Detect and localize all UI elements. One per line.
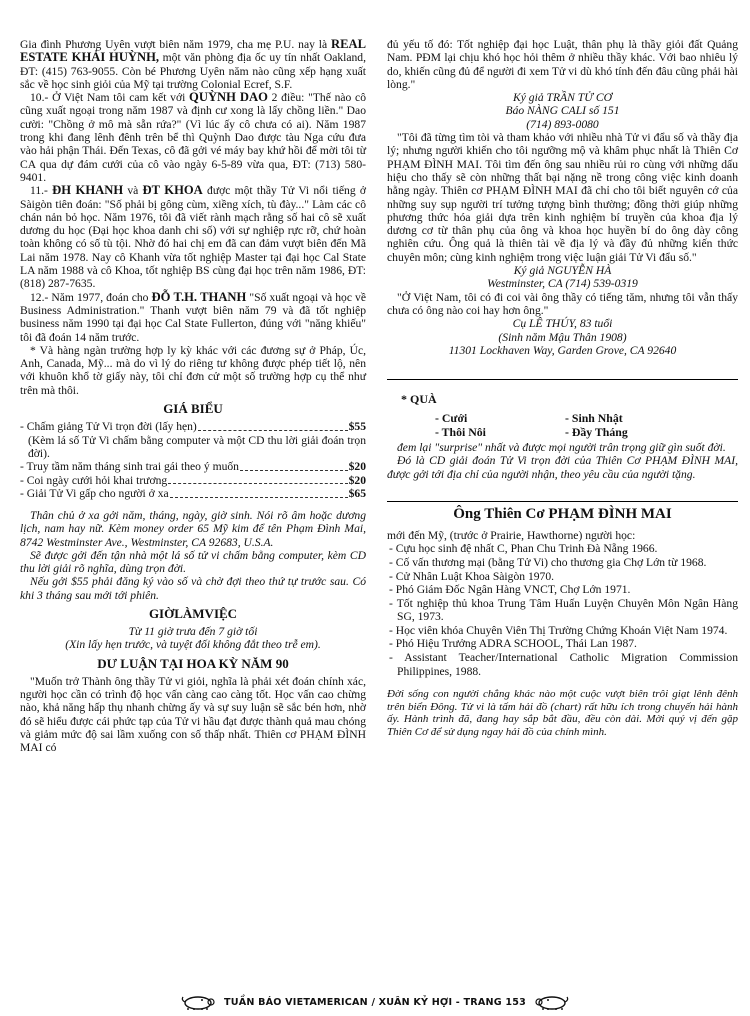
divider: [387, 379, 738, 380]
price-note: (Kèm lá số Tử Vi chấm bằng computer và một CD thu lời giải đoán trọn đời).: [28, 433, 366, 460]
price-leader: [170, 487, 348, 498]
text: và: [123, 184, 143, 198]
pig-icon: [178, 994, 218, 1010]
gift-cd-description: Đó là CD giải đoán Tử Vi trọn đời của Thiên Cơ PHẠM ĐÌNH MAI, được gởi tới địa chỉ của người nhận, theo yêu cầu của người tặng.: [387, 454, 738, 481]
price-row: [20, 460, 366, 474]
opinion-quote: "Muốn trở Thành ông thầy Tử vi giỏi, nghĩa là phải xét đoán chính xác, người học cần có trình độ học vấn càng cao càng tốt. Học vấn cao chừng nào, khả năng hấp thụ nhanh chừng ấy và sự suy luận sẽ sắc bén hơn, nhờ đó sẽ hiểu được cái phức tạp của Tử vi hầu đạt được thành quả mau chóng và giảm mức độ sai lầm xuống con số thấp nhất. Thiên cơ PHẠM ĐÌNH MAI có: [20, 674, 366, 755]
bio-item: - Assistant Teacher/International Catholic Migration Commission Philippines, 1988.: [389, 651, 738, 678]
mail-waiting: Nếu gởi $55 phải đăng ký vào số và chờ đợi theo thứ tự trước sau. Có khi 3 tháng sau mới tới phiên.: [20, 575, 366, 602]
hours-time: Từ 11 giờ trưa đến 7 giờ tối: [128, 625, 258, 639]
person-name: ĐT KHOA: [142, 183, 203, 198]
signature-birth: (Sinh năm Mậu Thân 1908): [498, 330, 627, 344]
text: "Số xuất ngoại và học về Business Administration." Thanh vượt biên năm 79 và đã tốt nghiệp business năm 1990 tại đại học Cal State Fullerton, đúng với "năng khiếu" tôi đã đoán 14 năm trước.: [20, 290, 366, 344]
bio-intro: mới đến Mỹ, (trước ở Prairie, Hawthorne) người học:: [387, 529, 636, 543]
gift-title: * QUÀ: [401, 392, 437, 407]
text: Gia đình Phương Uyên vượt biên năm 1979, cha mẹ P.U. nay là: [20, 38, 331, 51]
signature-name: Ký giả NGUYỄN HÀ: [513, 264, 612, 278]
price-leader: [168, 474, 347, 485]
person-name: ĐỖ T.H. THANH: [151, 289, 247, 304]
price-row: [20, 474, 366, 488]
price-value: $55: [348, 420, 366, 434]
signature-address: 11301 Lockhaven Way, Garden Grove, CA 92640: [448, 343, 677, 357]
gift-item: - Thôi Nôi: [435, 425, 486, 440]
price-row: [20, 420, 366, 434]
pig-icon: [532, 994, 572, 1010]
paragraph-phuong-uyen: [20, 38, 366, 91]
bio-item: - Cử Nhân Luật Khoa Sàigòn 1970.: [389, 569, 555, 583]
signature-name: Cụ LÊ THÚY, 83 tuổi: [512, 317, 613, 331]
price-row: [20, 487, 366, 501]
signature-name: Ký giả TRẦN TỬ CƠ: [513, 91, 612, 105]
price-value: $65: [348, 487, 366, 501]
person-name: ĐH KHANH: [52, 183, 124, 198]
price-label: - Truy tầm năm tháng sinh trai gái theo ý muốn: [20, 460, 239, 474]
price-leader: [198, 420, 348, 431]
testimonial-quote: "Ở Việt Nam, tôi có đi coi vài ông thầy có tiếng tăm, nhưng tôi vẫn thấy chưa có ông nào coi hay hơn ông.": [387, 290, 738, 317]
paragraph-11: [20, 184, 366, 290]
price-label: - Chấm giảng Tử Vi trọn đời (lấy hẹn): [20, 420, 197, 434]
gift-item: - Đầy Tháng: [565, 425, 628, 440]
gift-list: [407, 411, 738, 439]
gift-description: đem lại "surprise" nhất và được mọi người trân trọng giữ gìn suốt đời.: [397, 441, 726, 455]
text: được một thầy Tử Vi nổi tiếng ở Sàigòn tiên đoán: "Số phải bị gông cùm, xiềng xích, tù đày..." Làm các cô chán nản bỏ học. Năm 1976, tôi đã viết rành mạch rằng số hai cô sẽ xuất dương du học (Đại học khoa danh chi số) với sự nghiệp rực rỡ, chứ hoàn toàn không có số tù tội. Nhờ đó hai chị em đã can đảm vượt biên đến Mã Lai năm 1978. Nay cô Khanh vừa tốt nghiệp Master tại đại học Cal State LA năm 1988 và cô Khoa, tốt nghiệp BS cùng đại học trên năm 1986, ĐT: (818) 287-7635.: [20, 184, 366, 291]
text: 2 điều: "Thế nào cô cũng xuất ngoại trong năm 1987 và định cư xong là lấy chồng liền." Dao cười: "Chồng ở mô mà sẵn rứa?" (Vì lúc ấy cô chưa có ai). Năm 1987 trong khi đang lênh đênh trên bể thì Quỳnh Dao được tàu Nga cứu đưa vào hải phận Thái. Đến Texas, cô đã gởi vé máy bay khứ hồi để mời tôi từ CA qua dự đám cưới của cô vào ngày 6-5-89 vừa qua, ĐT: (713) 580-9401.: [20, 91, 366, 184]
person-name: QUỲNH DAO: [189, 90, 268, 105]
text: 11.-: [30, 184, 53, 198]
price-label: - Coi ngày cưới hỏi khai trương: [20, 473, 168, 487]
paragraph-other-cases: * Và hàng ngàn trường hợp ly kỳ khác với các đương sự ở Pháp, Úc, Anh, Canada, Mỹ... mà do vì lý do riêng tư không được phép tiết lộ, nên với khuôn khổ tờ giấy này, tôi chỉ đơn cử một số trường hợp cụ thể như trên mà thôi.: [20, 343, 366, 397]
business-name: REAL ESTATE KHẢI HUỲNH,: [20, 37, 366, 65]
price-value: $20: [348, 460, 366, 474]
gift-item: - Cưới: [435, 411, 468, 426]
paragraph-10: [20, 91, 366, 184]
signature-address: Westminster, CA (714) 539-0319: [487, 277, 638, 291]
text: 12.- Năm 1977, đoán cho: [30, 290, 152, 304]
page-footer: [0, 993, 750, 1011]
page-content: [20, 38, 738, 976]
bio-title: Ông Thiên Cơ PHẠM ĐÌNH MAI: [453, 506, 672, 523]
testimonial-quote: "Tôi đã từng tìm tòi và tham khảo với nhiều nhà Tử vi đẩu số và thầy địa lý; nhưng người khiến cho tôi ngưỡng mộ và khâm phục nhất là Thiên Cơ PHẠM ĐÌNH MAI. Tôi tìm đến ông sau nhiều rủi ro cùng với những dấu hiệu cho thấy sẽ còn những thất bại nặng nề trong công việc kinh doanh hằng ngày. Thiên cơ PHẠM ĐÌNH MAI đã chỉ cho tôi biết nguyên cớ của những suy sụp người trí tưởng tượng bình thường; đồng thời giúp những phương thức hóa giải dựa trên kinh nghiệm bí truyền của khoa địa lý dương cơ từ thân phụ của ông và khoa học huyền bí do ông dày công nghiên cứu. Ông quả là thiên tài về địa lý và đầy đủ những kiến thức chuyên môn; cùng kinh nghiệm trong việc luận giải Tử Vi đẩu số.": [387, 131, 738, 264]
bio-item: - Phó Hiệu Trưởng ADRA SCHOOL, Thái Lan 1987.: [389, 637, 637, 651]
bio-closing: Đời sống con người chẳng khác nào một cuộc vượt biên trôi giạt lênh đênh trên biển Đông. Tử vi là tấm hải đồ (chart) rất hữu ích trong chuyến hải hành ấy. Hành trình đã, đang hay sắp bắt đầu, đều còn dài. Mời quý vị đến gặp Thiên Cơ để sử dụng ngay hải đồ của chính mình.: [387, 688, 738, 739]
bio-item: - Tốt nghiệp thủ khoa Trung Tâm Huấn Luyện Chuyên Môn Ngân Hàng SG, 1973.: [389, 596, 738, 624]
divider: [387, 501, 738, 502]
gift-item: - Sinh Nhật: [565, 411, 623, 426]
mail-instructions: Thân chủ ở xa gởi năm, tháng, ngày, giờ sinh. Nói rõ âm hoặc dương lịch, nam hay nữ. Kèm money order 65 Mỹ kim để tên Phạm Đình Mai, 8742 Westminster Ave., Westminster, CA 92683, U.S.A.: [20, 508, 366, 549]
text: một văn phòng địa ốc uy tín nhất Oakland, ĐT: (415) 763-9055. Còn bé Phương Uyên năm nào cũng xếp hạng xuất sắc về học sinh giỏi của Mỹ tại trường Colonial Ecref, S.F.: [20, 51, 366, 91]
hours-title: GIỜLÀMVIỆC: [148, 606, 238, 622]
right-column: [387, 38, 738, 739]
opinion-title: DƯ LUẬN TẠI HOA KỲ NĂM 90: [97, 655, 289, 671]
text: 10.- Ở Việt Nam tôi cam kết với: [30, 91, 190, 105]
price-value: $20: [348, 473, 366, 487]
bio-item: - Phó Giám Đốc Ngân Hàng VNCT, Chợ Lớn 1971.: [389, 583, 631, 597]
signature-phone: (714) 893-0080: [526, 117, 599, 131]
bio-item: - Học viên khóa Chuyên Viên Thị Trường Chứng Khoán Việt Nam 1974.: [389, 623, 728, 637]
price-list-title: GIÁ BIỂU: [163, 401, 223, 417]
signature-org: Báo NÀNG CALI số 151: [505, 104, 620, 118]
opinion-quote-continued: đủ yếu tố đó: Tốt nghiệp đại học Luật, thân phụ là thầy giỏi đất Quảng Nam. PĐM lại chịu khó học hỏi thêm ở nhiều thầy khác. Với bao nhiêu lý do, khiến cũng đủ để người đi xem Tử vi dù khó tính đến đâu cũng phải hài lòng.": [387, 38, 738, 91]
mail-delivery: Sẽ được gởi đến tận nhà một lá số tử vi chấm bằng computer, kèm CD thu lời giải rõ nghĩa, dùng trọn đời.: [20, 548, 366, 576]
price-label: - Giải Tử Vi gấp cho người ở xa: [20, 487, 169, 501]
footer-text: TUẦN BÁO VIETAMERICAN / XUÂN KỶ HỢI - TRANG 153: [224, 996, 526, 1008]
price-leader: [240, 460, 348, 471]
bio-item: - Cựu học sinh đệ nhất C, Phan Chu Trinh Đà Nẵng 1966.: [389, 542, 658, 556]
paragraph-12: [20, 291, 366, 344]
left-column: [20, 38, 366, 754]
bio-item: - Cố vấn thương mại (bằng Tử Vi) cho thương gia Chợ Lớn từ 1968.: [389, 555, 707, 569]
hours-note: (Xin lấy hẹn trước, và tuyệt đối không đắt theo trễ em).: [65, 638, 321, 652]
